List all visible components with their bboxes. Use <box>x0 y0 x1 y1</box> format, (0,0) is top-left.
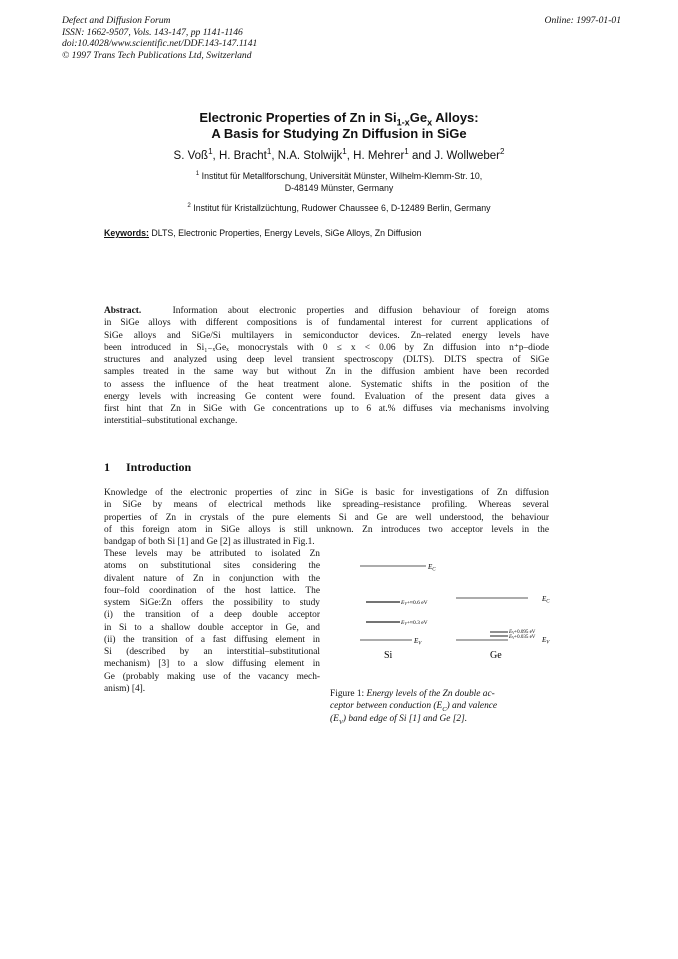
journal-info <box>62 15 622 61</box>
author-affil-mark: 1 <box>404 147 409 157</box>
si-label: Si <box>384 650 393 661</box>
affiliation-2 <box>0 202 678 214</box>
energy-level-figure <box>360 552 552 662</box>
journal-doi: doi:10.4028/www.scientific.net/DDF.143-147.1141 <box>62 38 258 50</box>
journal-name: Defect and Diffusion Forum <box>62 15 171 26</box>
figure-caption <box>330 688 552 725</box>
body-line: These levels may be attributed to isolated Zn <box>104 549 320 559</box>
affiliation-number: 1 <box>195 170 200 178</box>
caption-text: ) band edge of Si [1] and Ge [2]. <box>342 713 468 724</box>
body-line: Si (described by an interstitial–substitutional <box>104 647 320 657</box>
si-ev-label: $E_V$ <box>414 637 422 647</box>
author-affil-mark: 1 <box>266 147 272 157</box>
affiliation-line: D-48149 Münster, Germany <box>284 183 394 193</box>
abstract-line: been introduced in Si₁₋ₓGeₓ monocrystals with 0 ≤ x < 0.06 by Zn diffusion into n⁺p–diode <box>104 342 549 353</box>
body-line: (ii) the transition of a fast diffusing element in <box>104 634 320 645</box>
ge-level-1-label: $E_V+0.095$ eV <box>509 630 536 635</box>
body-line: mechanism) [3] to a slow diffusing element in <box>104 659 320 670</box>
keywords-label: Keywords: <box>104 228 149 238</box>
ge-label: Ge <box>490 650 502 661</box>
body-line: in Si to a shallow double acceptor in Ge, and <box>104 622 320 633</box>
abstract-line: samples treated in the same way but without Zn in the diffusion ambient have been recorded <box>104 367 549 378</box>
section-heading <box>104 460 191 475</box>
journal-issn: ISSN: 1662-9507, Vols. 143-147, pp 1141-1146 <box>62 26 243 38</box>
keywords <box>104 228 421 238</box>
author-separator: , <box>212 150 219 162</box>
affiliation-line: Institut für Metallforschung, Universität Münster, Wilhelm-Klemm-Str. 10, <box>201 171 483 181</box>
title-sub-2: x <box>427 117 433 128</box>
title-part-c: Alloys: <box>432 110 479 125</box>
body-line: in SiGe by means of electrical methods like spreading–resistance profiling. Whereas several <box>104 500 549 511</box>
abstract-line: structures and analyzed using deep level transient spectroscopy (DLTS). DLTS spectra of SiGe <box>104 355 549 365</box>
caption-line <box>330 688 552 700</box>
si-level-1-label: EV+≈0.6 eV <box>401 600 428 606</box>
caption-line <box>330 713 552 725</box>
title-line-2: A Basis for Studying Zn Diffusion in SiGe <box>211 126 467 141</box>
section-title: Introduction <box>126 460 192 474</box>
abstract-text: Information about electronic properties and diffusion behaviour of foreign atoms <box>172 306 550 316</box>
caption-text: ceptor between conduction (E <box>330 701 443 712</box>
abstract-line: to assess the influence of the heat treatment alone. Systematic shifts in the position of the <box>104 379 549 390</box>
body-line: Ge (probably making use of the vacancy mech- <box>104 671 320 682</box>
author-affil-mark: 1 <box>208 147 213 157</box>
abstract-line: interstitial–substitutional exchange. <box>104 416 238 427</box>
author: H. Bracht <box>218 150 267 162</box>
author: J. Wollweber <box>434 150 500 162</box>
ge-level-2-label: $E_V+0.035$ eV <box>509 635 536 640</box>
author-separator: and <box>408 150 435 162</box>
caption-text: (E <box>330 713 339 724</box>
online-date: Online: 1997-01-01 <box>544 15 621 26</box>
journal-copyright: © 1997 Trans Tech Publications Ltd, Switzerland <box>62 49 252 61</box>
caption-sub: V <box>338 718 343 726</box>
ge-ec-label: $E_C$ <box>542 595 550 605</box>
abstract-line: SiGe alloys and SiGe/Si multilayers in semiconductor devices. Zn–related energy levels have <box>104 330 549 341</box>
author-separator: , <box>271 150 278 162</box>
si-level-2-label: EV+≈0.3 eV <box>401 620 428 626</box>
author-separator: , <box>346 150 354 162</box>
title-part-a: Electronic Properties of Zn in Si <box>199 110 397 125</box>
body-line: bandgap of both Si [1] and Ge [2] as illustrated in Fig.1. <box>104 537 315 547</box>
affiliation-number: 2 <box>187 202 191 210</box>
body-line: atoms on substitutional sites considering the <box>104 561 320 572</box>
section-number: 1 <box>104 460 110 474</box>
body-line: anism) [4]. <box>104 683 146 694</box>
affiliation-line: Institut für Kristallzüchtung, Rudower Chaussee 6, D-12489 Berlin, Germany <box>193 203 491 213</box>
caption-text: Energy levels of the Zn double ac- <box>366 689 495 699</box>
body-line: Knowledge of the electronic properties of zinc in SiGe is basic for investigations of Zn diffusion <box>104 488 549 498</box>
caption-sub: C <box>442 706 447 714</box>
affiliation-1 <box>0 170 678 194</box>
abstract-label: Abstract. <box>104 306 142 316</box>
caption-line <box>330 700 552 712</box>
keywords-text: DLTS, Electronic Properties, Energy Levels, SiGe Alloys, Zn Diffusion <box>148 228 422 238</box>
abstract-line: in SiGe alloys with different compositions is of fundamental interest for current applications of <box>104 318 549 329</box>
body-line: four–fold coordination of the host lattice. The <box>104 585 320 596</box>
title-part-b: Ge <box>409 110 428 125</box>
caption-label: Figure 1: <box>330 689 365 699</box>
author-list <box>0 147 678 162</box>
author: S. Voß <box>173 150 209 162</box>
ge-ev-label: $E_V$ <box>542 636 550 646</box>
title-sub-1: 1-x <box>396 117 410 128</box>
abstract-line: first hint that Zn in SiGe with Ge concentrations up to 6 at.% diffuses via mechanisms involving <box>104 404 549 414</box>
intro-column <box>104 548 320 695</box>
caption-text: ) and valence <box>446 701 498 712</box>
title-line-1 <box>0 110 678 126</box>
abstract-line: energy levels with increasing Ge content were found. Evaluation of the present data gives a <box>104 391 549 402</box>
body-line: divalent nature of Zn in conjunction with the <box>104 573 320 584</box>
si-ec-label: $E_C$ <box>428 563 436 573</box>
body-line: (i) the transition of a deep double acceptor <box>104 610 320 621</box>
author: H. Mehrer <box>353 150 405 162</box>
body-line: system SiGe:Zn offers the possibility to study <box>104 598 320 608</box>
author: N.A. Stolwijk <box>277 150 343 162</box>
author-affil-mark: 2 <box>499 147 505 157</box>
body-line: of this foreign atom in SiGe alloys is still unknown. Zn introduces two acceptor levels in the <box>104 524 549 535</box>
abstract-line <box>104 305 549 317</box>
body-line: properties of Zn in crystals of the pure elements Si and Ge are well understood, the behaviour <box>104 512 549 523</box>
paper-title <box>0 110 678 142</box>
author-affil-mark: 1 <box>342 147 347 157</box>
abstract <box>104 305 549 428</box>
intro-paragraph <box>104 487 549 548</box>
